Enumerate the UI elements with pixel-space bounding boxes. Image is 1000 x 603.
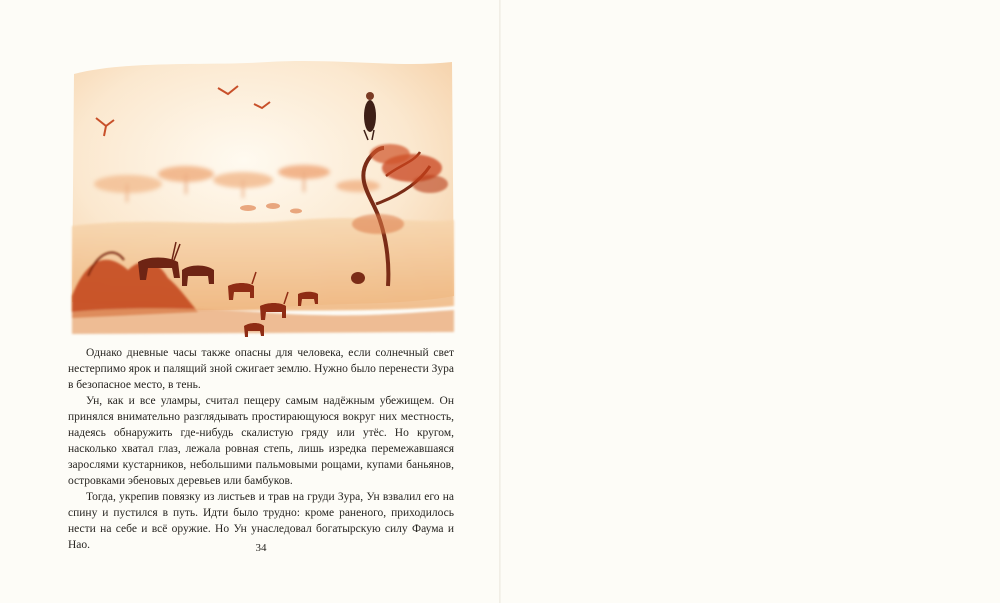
watercolor-savanna-scene (68, 56, 456, 338)
crouching-figure (351, 272, 365, 284)
page-number-left: 34 (255, 542, 267, 554)
paragraph: Ун, как и все уламры, считал пещеру самым надёжным убежищем. Он принялся внимательно разглядывать простирающуюся вокруг них местность, надеясь обнаружить где-нибудь скалистую гряду или утёс. Но кругом, насколько хватал глаз, лежала ровная степь, лишь изредка перемежавшаяся зарослями кустарников, небольшими пальмовыми рощами, купами баньянов, островками эбеновых деревьев или бамбуков. (68, 395, 454, 487)
paragraph: Однако дневные часы также опасны для человека, если солнечный свет нестерпимо ярок и палящий зной сжигает землю. Нужно было перенести Зура в безопасное место, в тень. (68, 347, 454, 391)
right-page (500, 0, 1000, 603)
paragraph: Тогда, укрепив повязку из листьев и трав на груди Зура, Ун взвалил его на спину и пустился в путь. Идти было трудно: кроме раненого, приходилось нести на себе и всё оружие. Но Ун унаследовал богатырскую силу Фаума и Нао. (68, 491, 454, 551)
left-page-text (68, 345, 454, 553)
savanna-illustration (68, 56, 456, 338)
